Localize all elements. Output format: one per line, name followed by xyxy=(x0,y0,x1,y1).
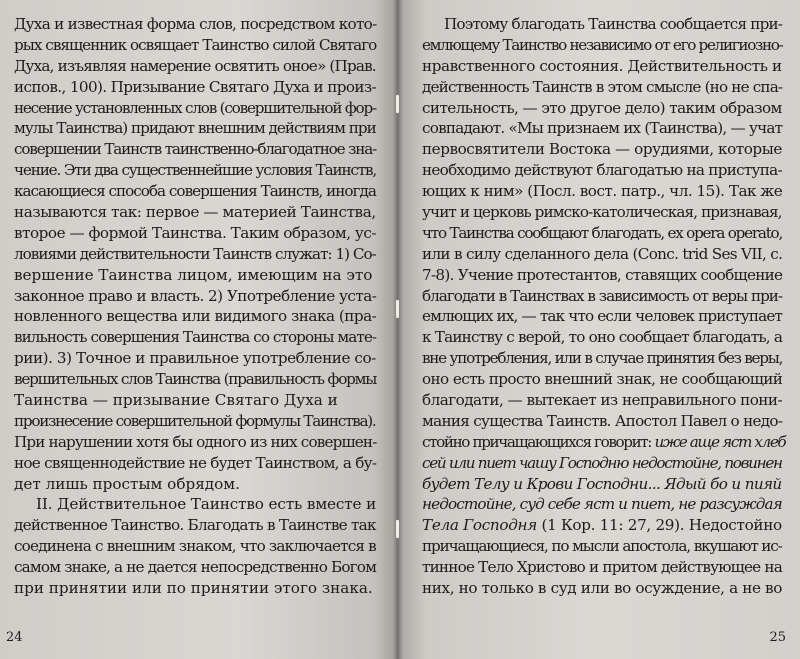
text-fragment: стойно причащающихся говорит: xyxy=(422,432,652,451)
text-line: законное право и власть. 2) Употребление уста- xyxy=(14,286,377,305)
text-fragment: (1 Кор. 11: 27, 29). Недостойно xyxy=(541,516,782,535)
right-page-text xyxy=(422,14,786,599)
text-line: нравственного состояния. Действительность и xyxy=(422,56,782,75)
text-line: 7-8). Учение протестантов, ставящих сообщение xyxy=(422,265,783,284)
text-line: совершении Таинств таинственно-благодатное зна- xyxy=(14,140,377,159)
text-line: или в силу сделанного дела (Conc. trid Ses VII, с. xyxy=(422,244,783,263)
text-line xyxy=(422,432,786,453)
text-line: касающиеся способа совершения Таинств, иногда xyxy=(14,182,376,201)
text-line: емлющему Таинство независимо от его религиозно- xyxy=(422,35,783,54)
text-line: Духа, изъявляя намерение освятить оное» (Прав. xyxy=(14,56,376,75)
binding-stitch xyxy=(396,520,399,538)
text-line: к Таинству с верой, то оно сообщает благодать, а xyxy=(422,328,783,347)
page-number-right: 25 xyxy=(769,630,786,645)
text-line: Поэтому благодать Таинства сообщается при- xyxy=(444,15,783,33)
text-line: II. Действительное Таинство есть вместе и xyxy=(36,495,377,514)
text-line: рии). 3) Точное и правильное употребление со- xyxy=(14,349,376,368)
text-line: вершительных слов Таинства (правильность формы xyxy=(14,370,377,389)
text-line: первосвятители Востока — орудиями, которые xyxy=(422,140,782,159)
text-line: второе — формой Таинства. Таким образом, ус- xyxy=(14,223,377,242)
text-line: мулы Таинства) придают внешним действиям при xyxy=(14,119,376,138)
right-page xyxy=(398,0,800,659)
text-line: совпадают. «Мы признаем их (Таинства), — учат xyxy=(422,119,783,138)
text-line: вильность совершения Таинства со стороны мате- xyxy=(14,328,377,347)
left-page-text xyxy=(14,14,376,599)
text-line: благодати, — вытекает из неправильного пони- xyxy=(422,391,783,410)
text-line: действенное Таинство. Благодать в Таинстве так xyxy=(14,516,376,535)
scripture-quote: иже аще яст хлеб xyxy=(654,432,786,451)
page-number-left: 24 xyxy=(6,630,23,645)
text-line: ное священнодействие не будет Таинством, а бу- xyxy=(14,453,377,472)
text-line: благодати в Таинствах в зависимость от веры при- xyxy=(422,286,783,305)
text-line: оно есть просто внешний знак, не сообщающий xyxy=(422,370,783,389)
text-line: них, но только в суд или во осуждение, а не во xyxy=(422,579,783,598)
text-line: Духа и известная форма слов, посредством кото- xyxy=(14,15,377,33)
text-line: дет лишь простым обрядом. xyxy=(14,474,240,493)
text-line: Таинства — призывание Святаго Духа и xyxy=(14,391,338,410)
text-line: рых священник освящает Таинство силой Святаго xyxy=(14,35,377,54)
text-line: вершение Таинства лицом, имеющим на это xyxy=(14,265,373,284)
binding-stitch xyxy=(396,95,399,113)
binding-stitch xyxy=(396,300,399,318)
text-line: при принятии или по принятии этого знака. xyxy=(14,579,373,598)
text-line: При нарушении хотя бы одного из них совершен- xyxy=(14,432,377,451)
text-line: причащающиеся, по мысли апостола, вкушают ис- xyxy=(422,537,782,556)
text-line: испов., 100). Призывание Святаго Духа и произ- xyxy=(14,77,376,96)
text-line: произнесение совершительной формулы Таинства). xyxy=(14,411,376,430)
text-line: необходимо действуют благодатью на приступа- xyxy=(422,161,782,180)
text-line: называются так: первое — материей Таинства, xyxy=(14,203,376,222)
text-line: ловиями действительности Таинств служат: 1) Со- xyxy=(14,244,376,263)
text-line: ющих к ним» (Посл. вост. патр., чл. 15). Так же xyxy=(422,182,783,201)
text-line: соединена с внешним знаком, что заключается в xyxy=(14,537,376,556)
text-line: мания существа Таинств. Апостол Павел о недо- xyxy=(422,411,783,430)
text-line: вне употребления, или в случае принятия без веры, xyxy=(422,349,783,368)
text-line: сительность, — это другое дело) таким образом xyxy=(422,98,782,117)
scripture-quote-line: недостойне, суд себе яст и пиет, не разсуждая xyxy=(422,495,782,514)
text-line: новленного вещества или видимого знака (пра- xyxy=(14,307,377,326)
scripture-quote: Тела Господня xyxy=(422,516,537,535)
text-line: несение установленных слов (совершительной фор- xyxy=(14,98,376,117)
text-line: учит и церковь римско-католическая, признавая, xyxy=(422,203,782,222)
text-line: самом знаке, а не дается непосредственно Богом xyxy=(14,558,377,577)
text-line: емлющих их, — так что если человек приступает xyxy=(422,307,783,326)
text-line: действенность Таинств в этом смысле (но не спа- xyxy=(422,77,783,96)
text-line: тинное Тело Христово и притом действующее на xyxy=(422,558,782,577)
text-line xyxy=(422,515,782,536)
scripture-quote-line: сей или пиет чашу Господню недостойне, повинен xyxy=(422,453,782,472)
left-page xyxy=(0,0,398,659)
scripture-quote-line: будет Телу и Крови Господни... Ядый бо и пияй xyxy=(422,474,782,493)
text-line: что Таинства сообщают благодать, ex opera operato, xyxy=(422,223,783,242)
text-line: чение. Эти два существеннейшие условия Таинств, xyxy=(14,161,377,180)
